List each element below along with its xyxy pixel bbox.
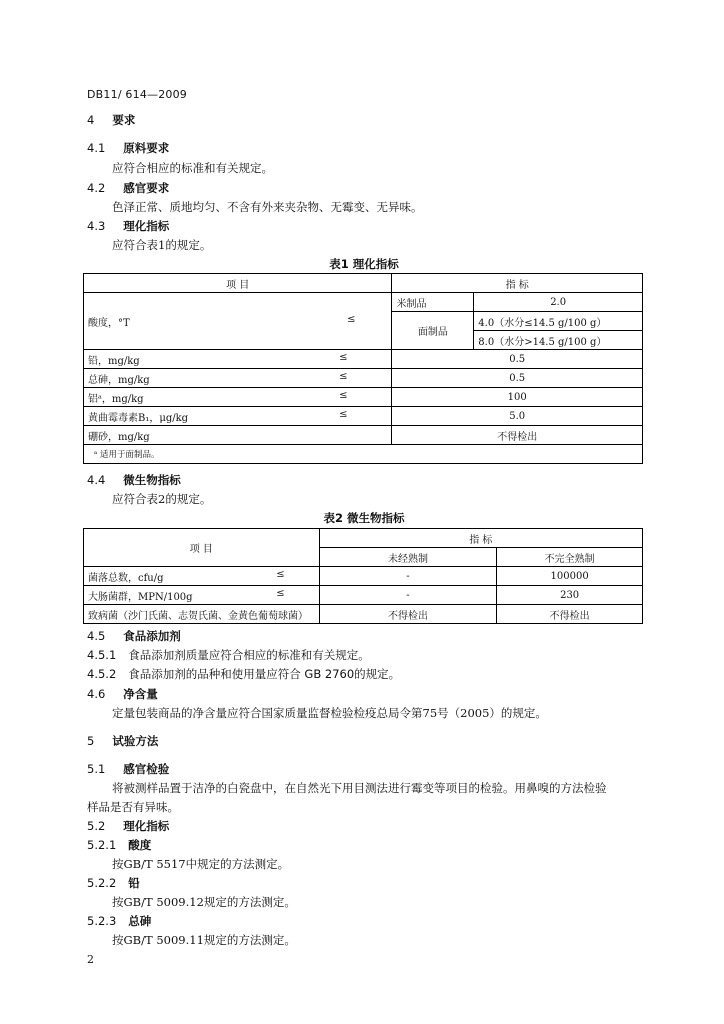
table-header-cell: 指 标 <box>319 529 642 548</box>
table-row <box>84 605 643 624</box>
section-4-1-heading: 4.1 原料要求 <box>87 141 170 155</box>
section-5-2-1-text: 按GB/T 5517中规定的方法测定。 <box>112 857 290 871</box>
section-5-2-3-heading: 5.2.3 总砷 <box>87 914 152 928</box>
table-cell: 2.0 <box>474 293 643 312</box>
table-header-cell: 未经熟制 <box>319 548 497 567</box>
table-footnote: ᵃ 适用于面制品。 <box>84 445 643 464</box>
section-4-5-1: 4.5.1 食品添加剂质量应符合相应的标准和有关规定。 <box>87 648 370 662</box>
section-4-2-heading: 4.2 感官要求 <box>87 181 170 195</box>
table-cell: 铅，mg/kg ≤ <box>84 350 392 369</box>
table-cell: 不得检出 <box>319 605 497 624</box>
table-header-cell: 项 目 <box>84 529 320 567</box>
section-4-4-text: 应符合表2的规定。 <box>112 492 212 506</box>
table-1-caption: 表1 理化指标 <box>329 257 399 271</box>
table-cell: 米制品 <box>392 293 474 312</box>
section-5-1-text-line2: 样品是否有异味。 <box>87 800 179 814</box>
section-4-3-text: 应符合表1的规定。 <box>112 238 212 252</box>
table-row <box>84 407 643 426</box>
section-5-1-heading: 5.1 感官检验 <box>87 762 170 776</box>
table-cell: 铝ᵃ，mg/kg ≤ <box>84 388 392 407</box>
table-cell: 100000 <box>497 567 643 586</box>
table-2 <box>83 528 643 624</box>
section-5-2-2-heading: 5.2.2 铅 <box>87 876 140 890</box>
table-cell: 酸度，°T ≤ <box>84 293 392 350</box>
table-cell: 8.0（水分>14.5 g/100 g） <box>474 331 643 350</box>
table-cell: - <box>319 586 497 605</box>
section-4-5-2: 4.5.2 食品添加剂的品种和使用量应符合 GB 2760的规定。 <box>87 667 401 681</box>
section-4-2-text: 色泽正常、质地均匀、不含有外来夹杂物、无霉变、无异味。 <box>112 200 423 214</box>
table-cell: 大肠菌群，MPN/100g ≤ <box>84 586 320 605</box>
table-cell: 黄曲霉毒素B₁，μg/kg ≤ <box>84 407 392 426</box>
section-4-heading: 4 要求 <box>87 113 136 127</box>
section-4-4-heading: 4.4 微生物指标 <box>87 473 181 487</box>
section-5-1-text-line1: 将被测样品置于洁净的白瓷盘中，在自然光下用目测法进行霉变等项目的检验。用鼻嗅的方法检验 <box>112 781 607 795</box>
table-cell: 不得检出 <box>392 426 643 445</box>
table-2-caption: 表2 微生物指标 <box>323 511 405 525</box>
table-cell: - <box>319 567 497 586</box>
table-cell: 230 <box>497 586 643 605</box>
section-4-5-heading: 4.5 食品添加剂 <box>87 629 181 643</box>
section-5-2-1-heading: 5.2.1 酸度 <box>87 838 152 852</box>
table-header-cell: 不完全熟制 <box>497 548 643 567</box>
section-4-6-heading: 4.6 净含量 <box>87 687 158 701</box>
table-row <box>84 426 643 445</box>
table-row <box>84 274 643 293</box>
table-cell: 菌落总数，cfu/g ≤ <box>84 567 320 586</box>
table-cell: 5.0 <box>392 407 643 426</box>
section-5-2-3-text: 按GB/T 5009.11规定的方法测定。 <box>112 933 296 947</box>
table-cell: 不得检出 <box>497 605 643 624</box>
table-cell: 硼砂，mg/kg <box>84 426 392 445</box>
table-row <box>84 445 643 464</box>
table-header-cell: 项 目 <box>84 274 392 293</box>
section-4-1-text: 应符合相应的标准和有关规定。 <box>112 161 273 175</box>
table-row <box>84 529 643 548</box>
table-row <box>84 369 643 388</box>
table-header-cell: 指 标 <box>392 274 643 293</box>
document-header: DB11/ 614—2009 <box>87 88 188 101</box>
table-row <box>84 388 643 407</box>
table-cell: 100 <box>392 388 643 407</box>
table-row <box>84 586 643 605</box>
table-1 <box>83 273 643 464</box>
table-cell: 0.5 <box>392 350 643 369</box>
table-row <box>84 350 643 369</box>
table-row <box>84 293 643 312</box>
table-row <box>84 567 643 586</box>
section-5-2-2-text: 按GB/T 5009.12规定的方法测定。 <box>112 895 296 909</box>
table-cell: 面制品 <box>392 312 474 350</box>
section-5-2-heading: 5.2 理化指标 <box>87 819 170 833</box>
section-4-3-heading: 4.3 理化指标 <box>87 219 170 233</box>
table-cell: 致病菌（沙门氏菌、志贺氏菌、金黄色葡萄球菌） <box>84 605 320 624</box>
page-number: 2 <box>87 953 94 966</box>
section-4-6-text: 定量包装商品的净含量应符合国家质量监督检验检疫总局令第75号（2005）的规定。 <box>112 706 547 720</box>
table-cell: 总砷，mg/kg ≤ <box>84 369 392 388</box>
section-5-heading: 5 试验方法 <box>87 734 159 748</box>
table-cell: 4.0（水分≤14.5 g/100 g） <box>474 312 643 331</box>
table-cell: 0.5 <box>392 369 643 388</box>
